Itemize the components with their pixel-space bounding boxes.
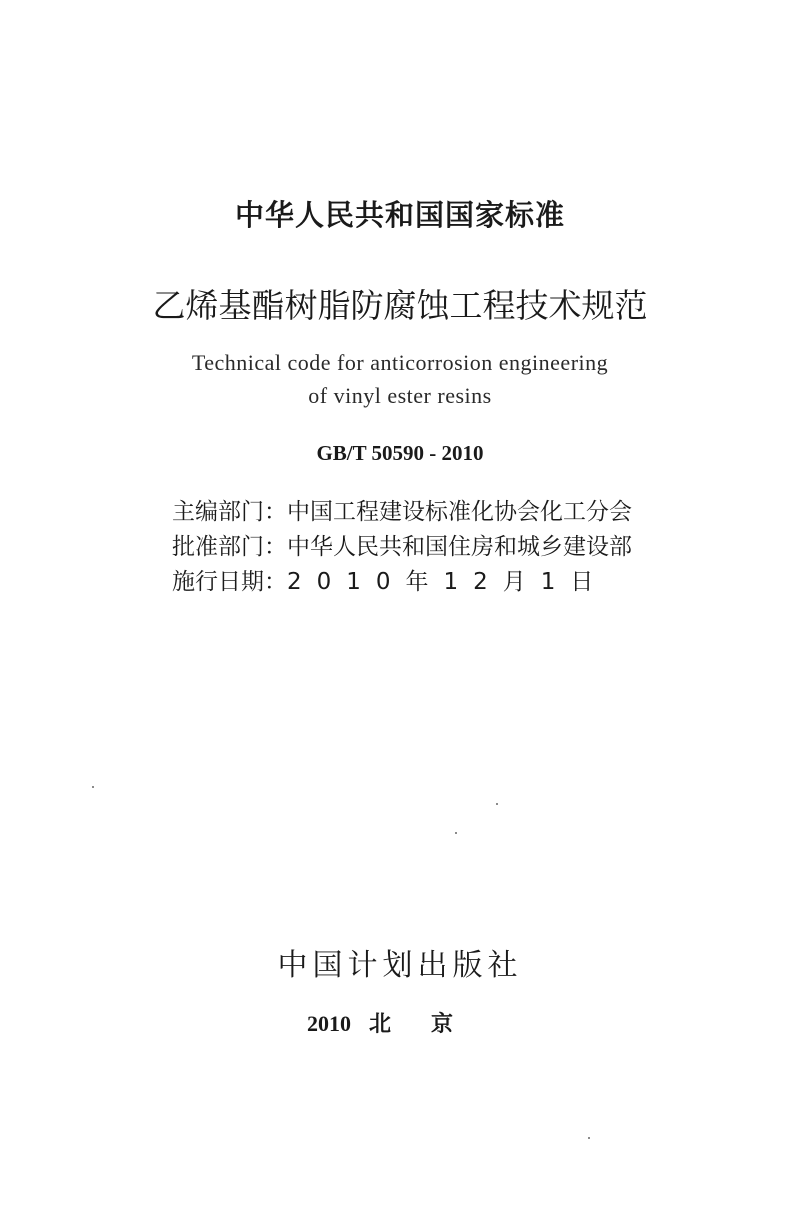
effective-date-value: 2010年12月1日 (287, 569, 609, 595)
national-standard-heading: 中华人民共和国国家标准 (234, 198, 565, 232)
publication-year: 2010 (306, 1011, 351, 1036)
publication-place-line (0, 1007, 800, 1038)
scan-speck (92, 786, 94, 788)
publication-city: 北京 (368, 1011, 493, 1036)
editor-value: 中国工程建设标准化协会化工分会 (287, 499, 632, 525)
scan-speck (455, 832, 457, 834)
scan-speck (588, 1137, 590, 1139)
english-title-line-2: of vinyl ester resins (308, 383, 492, 408)
english-title-line-1: Technical code for anticorrosion engineering (191, 350, 609, 375)
standard-info-block (172, 495, 632, 600)
approver-label: 批准部门： (172, 534, 287, 560)
standard-code: GB/T 50590 - 2010 (316, 441, 484, 465)
effective-date-label: 施行日期： (172, 569, 287, 595)
publisher-name: 中国计划出版社 (277, 948, 523, 983)
chinese-title: 乙烯基酯树脂防腐蚀工程技术规范 (152, 286, 648, 325)
approver-value: 中华人民共和国住房和城乡建设部 (287, 534, 632, 560)
editor-row (172, 495, 632, 530)
effective-date-row (172, 565, 632, 600)
approver-row (172, 530, 632, 565)
scan-speck (496, 803, 498, 805)
editor-label: 主编部门： (172, 499, 287, 525)
